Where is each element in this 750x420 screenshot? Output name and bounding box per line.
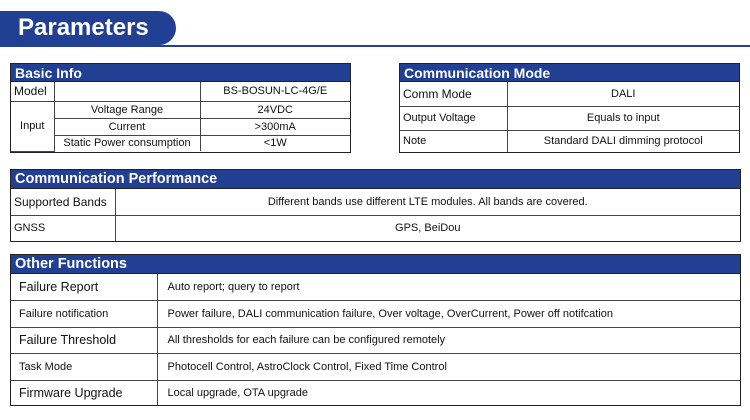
failure-threshold-value: All thresholds for each failure can be configured remotely (157, 327, 740, 353)
task-mode-label: Task Mode (11, 353, 157, 380)
voltage-range-label: Voltage Range (54, 101, 200, 118)
basic-info-section (10, 63, 351, 153)
communication-performance-header: Communication Performance (11, 170, 740, 189)
current-value: >300mA (200, 118, 350, 135)
basic-info-table (11, 82, 350, 152)
current-label: Current (54, 118, 200, 135)
other-functions-section (10, 254, 741, 406)
failure-notification-label: Failure notification (11, 300, 157, 327)
other-functions-table (11, 274, 740, 406)
model-value: BS-BOSUN-LC-4G/E (200, 82, 350, 101)
gnss-value: GPS, BeiDou (115, 215, 740, 241)
failure-report-value: Auto report; query to report (157, 274, 740, 300)
static-power-label: Static Power consumption (54, 135, 200, 151)
task-mode-value: Photocell Control, AstroClock Control, Fixed Time Control (157, 353, 740, 380)
input-label: Input (11, 101, 54, 151)
failure-report-label: Failure Report (11, 274, 157, 300)
model-label: Model (11, 82, 54, 101)
page-title: Parameters (0, 11, 176, 45)
note-label: Note (400, 130, 507, 152)
voltage-range-value: 24VDC (200, 101, 350, 118)
communication-performance-table (11, 189, 740, 241)
failure-notification-value: Power failure, DALI communication failure, Over voltage, OverCurrent, Power off notifcation (157, 300, 740, 327)
supported-bands-value: Different bands use different LTE modules. All bands are covered. (115, 189, 740, 215)
firmware-upgrade-label: Firmware Upgrade (11, 380, 157, 406)
model-spacer (54, 82, 200, 101)
firmware-upgrade-value: Local upgrade, OTA upgrade (157, 380, 740, 406)
communication-performance-section (10, 169, 741, 242)
output-voltage-label: Output Voltage (400, 106, 507, 130)
comm-mode-label: Comm Mode (400, 82, 507, 106)
note-value: Standard DALI dimming protocol (507, 130, 739, 152)
gnss-label: GNSS (11, 215, 115, 241)
output-voltage-value: Equals to input (507, 106, 739, 130)
communication-mode-table (400, 82, 739, 152)
other-functions-header: Other Functions (11, 255, 740, 274)
static-power-value: <1W (200, 135, 350, 151)
title-underline (0, 45, 750, 47)
basic-info-header: Basic Info (11, 64, 350, 82)
comm-mode-value: DALI (507, 82, 739, 106)
communication-mode-section (399, 63, 740, 153)
supported-bands-label: Supported Bands (11, 189, 115, 215)
communication-mode-header: Communication Mode (400, 64, 739, 82)
failure-threshold-label: Failure Threshold (11, 327, 157, 353)
